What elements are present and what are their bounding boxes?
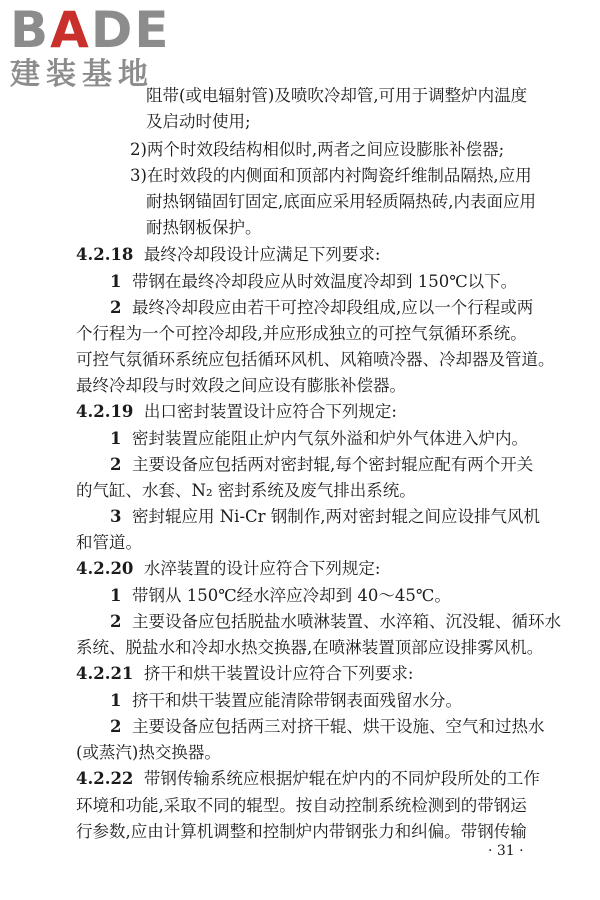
text-line: 可控气氛循环系统应包括循环风机、风箱喷冷器、冷却器及管道。 (76, 350, 555, 369)
list-item: 1 带钢从 150℃经水淬应冷却到 40～45℃。 (110, 586, 451, 605)
text-line: 的气缸、水套、N₂ 密封系统及废气排出系统。 (76, 481, 416, 500)
text-line: 2)两个时效段结构相似时,两者之间应设膨胀补偿器; (130, 140, 505, 159)
text-line: 3)在时效段的内侧面和顶部内衬陶瓷纤维制品隔热,应用 (130, 166, 532, 185)
list-item: 2 主要设备应包括脱盐水喷淋装置、水淬箱、沉没辊、循环水 (110, 612, 561, 631)
clause-heading: 4.2.22 带钢传输系统应根据炉辊在炉内的不同炉段所处的工作 (76, 769, 540, 788)
list-item: 1 带钢在最终冷却段应从时效温度冷却到 150℃以下。 (110, 272, 518, 291)
text-line: 和管道。 (76, 533, 142, 552)
list-item: 3 密封辊应用 Ni-Cr 钢制作,两对密封辊之间应设排气风机 (110, 507, 541, 526)
text-line: (或蒸汽)热交换器。 (76, 743, 221, 762)
clause-heading: 4.2.18 最终冷却段设计应满足下列要求: (76, 245, 381, 264)
clause-heading: 4.2.21 挤干和烘干装置设计应符合下列要求: (76, 664, 414, 683)
clause-heading: 4.2.19 出口密封装置设计应符合下列规定: (76, 402, 397, 421)
page-number: · 31 · (488, 843, 524, 859)
text-line: 最终冷却段与时效段之间应设有膨胀补偿器。 (76, 376, 406, 395)
text-line: 及启动时使用; (146, 112, 251, 131)
watermark-brand: BADE (10, 1, 171, 59)
text-line: 环境和功能,采取不同的辊型。按自动控制系统检测到的带钢运 (76, 796, 527, 815)
watermark-brand-accent: A (50, 1, 91, 59)
text-line: 阻带(或电辐射管)及喷吹冷却管,可用于调整炉内温度 (146, 86, 528, 105)
list-item: 2 主要设备应包括两三对挤干辊、烘干设施、空气和过热水 (110, 717, 545, 736)
watermark-brand-cn: 建装基地 (10, 57, 154, 92)
text-line: 行参数,应由计算机调整和控制炉内带钢张力和纠偏。带钢传输 (76, 822, 527, 841)
list-item: 1 挤干和烘干装置应能清除带钢表面残留水分。 (110, 691, 462, 710)
text-line: 系统、脱盐水和冷却水热交换器,在喷淋装置顶部应设排雾风机。 (76, 638, 544, 657)
list-item: 2 最终冷却段应由若干可控冷却段组成,应以一个行程或两 (110, 298, 534, 317)
list-item: 1 密封装置应能阻止炉内气氛外溢和炉外气体进入炉内。 (110, 429, 528, 448)
clause-heading: 4.2.20 水淬装置的设计应符合下列规定: (76, 559, 381, 578)
text-line: 耐热钢锚固钉固定,底面应采用轻质隔热砖,内表面应用 (146, 192, 536, 211)
watermark-logo (6, 2, 186, 94)
text-line: 耐热钢板保护。 (146, 218, 262, 237)
list-item: 2 主要设备应包括两对密封辊,每个密封辊应配有两个开关 (110, 455, 534, 474)
text-line: 个行程为一个可控冷却段,并应形成独立的可控气氛循环系统。 (76, 324, 527, 343)
